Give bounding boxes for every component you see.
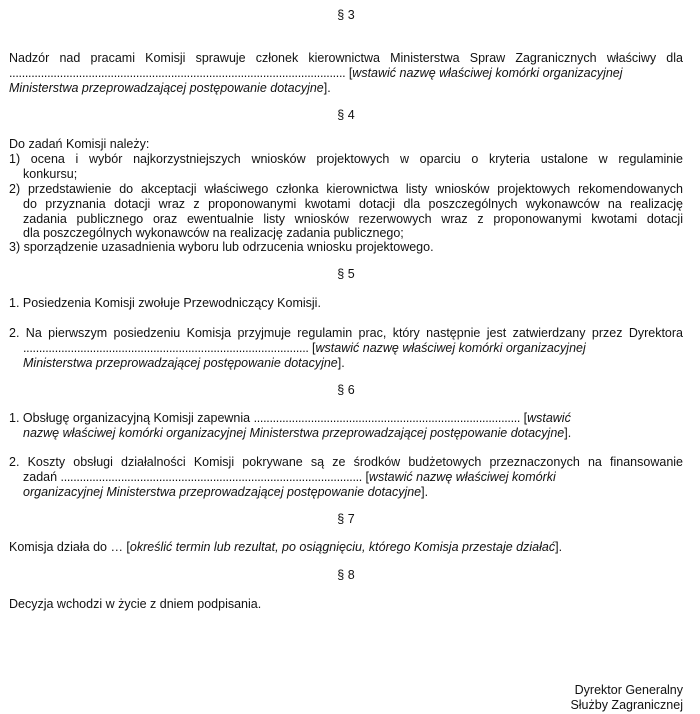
p7-text — [9, 540, 683, 555]
p6-item-2b — [23, 470, 683, 485]
p8-text: Decyzja wchodzi w życie z dniem podpisania. — [9, 597, 262, 611]
p3-instruction: wstawić nazwę właściwej komórki organizacyjnej — [352, 66, 623, 80]
p6-item-2-dots: ............................................................................................... — [60, 470, 362, 484]
p6-item-2-instruction: wstawić nazwę właściwej komórki — [368, 470, 556, 484]
p5-bracket-open: [ — [308, 341, 316, 355]
p4-item-2a: 2) przedstawienie do akceptacji właściwego członka kierownictwa listy wniosków projektowych rekomendowanych — [9, 182, 683, 196]
p5-instruction: wstawić nazwę właściwej komórki organizacyjnej — [315, 341, 586, 355]
p5-bracket-close: ]. — [337, 356, 345, 370]
p3-line-2 — [9, 66, 683, 81]
p3-line-1: Nadzór nad pracami Komisji sprawuje członek kierownictwa Ministerstwa Spraw Zagranicznych właściwy dla — [9, 51, 683, 65]
p3-line-3 — [9, 81, 683, 96]
p3-bracket-open: [ — [345, 66, 353, 80]
p6-item-1-bracket-open: [ — [520, 411, 528, 425]
signature-title-line-1: Dyrektor Generalny — [574, 683, 683, 697]
p3-bracket-close: ]. — [323, 81, 331, 95]
p5-item-2a: 2. Na pierwszym posiedzeniu Komisja przyjmuje regulamin prac, który następnie jest zatwierdzany przez Dyrektora — [9, 326, 683, 340]
p4-item-3: 3) sporządzenie uzasadnienia wyboru lub odrzucenia wniosku projektowego. — [9, 240, 434, 254]
p5-instruction-cont: Ministerstwa przeprowadzającej postępowanie dotacyjne — [23, 356, 338, 370]
section-6-heading: § 6 — [337, 383, 355, 397]
p6-item-1-text: 1. Obsługę organizacyjną Komisji zapewnia — [9, 411, 254, 425]
p4-item-2d: dla poszczególnych wykonawców na realizację zadania publicznego; — [23, 226, 404, 240]
p3-placeholder-dots: .......................................................................................................... — [9, 66, 346, 80]
section-8-heading: § 8 — [337, 568, 355, 582]
section-4-heading: § 4 — [337, 108, 355, 122]
signature-title-line-2: Służby Zagranicznej — [570, 698, 683, 712]
p6-item-1-bracket-close: ]. — [564, 426, 572, 440]
p6-item-1b — [23, 426, 683, 441]
p6-item-2-bracket-open: [ — [361, 470, 369, 484]
p5-item-1: 1. Posiedzenia Komisji zwołuje Przewodniczący Komisji. — [9, 296, 321, 310]
p6-item-2c — [23, 485, 683, 500]
p5-item-2b — [23, 341, 683, 356]
p4-intro: Do zadań Komisji należy: — [9, 137, 150, 151]
p3-instruction-cont: Ministerstwa przeprowadzającej postępowanie dotacyjne — [9, 81, 324, 95]
p6-item-2-instruction-cont: organizacyjnej Ministerstwa przeprowadzającej postępowanie dotacyjne — [23, 485, 422, 499]
section-3-heading: § 3 — [337, 8, 355, 22]
p6-item-1-dots: .................................................................................... — [253, 411, 521, 425]
p6-item-1-instruction-cont: nazwę właściwej komórki organizacyjnej Ministerstwa przeprowadzającej postępowanie dotacyjne — [23, 426, 565, 440]
p4-item-2c: zadania publicznego oraz ewentualnie listy wniosków rezerwowych wraz z proponowanymi kwotami dotacji — [23, 212, 683, 226]
p7-instruction: określić termin lub rezultat, po osiągnięciu, którego Komisja przestaje działać — [129, 540, 556, 554]
p6-item-2a: 2. Koszty obsługi działalności Komisji pokrywane są ze środków budżetowych przeznaczonych na finansowanie — [9, 455, 683, 469]
p6-item-1a — [9, 411, 683, 426]
p4-item-1b: konkursu; — [23, 167, 78, 181]
section-7-heading: § 7 — [337, 512, 355, 526]
p4-item-2b: do przyznania dotacji wraz z proponowanymi kwotami dotacji dla poszczególnych wykonawców na realizację — [23, 197, 683, 211]
p6-item-2-text: zadań — [23, 470, 61, 484]
p7-bracket-close: ]. — [555, 540, 563, 554]
p6-item-2-bracket-close: ]. — [421, 485, 429, 499]
p5-item-2c — [23, 356, 683, 371]
p7-lead: Komisja działa do … [ — [9, 540, 130, 554]
section-5-heading: § 5 — [337, 267, 355, 281]
p5-placeholder-dots: .......................................................................................... — [23, 341, 309, 355]
p6-item-1-instruction: wstawić — [527, 411, 571, 425]
p4-item-1a: 1) ocena i wybór najkorzystniejszych wniosków projektowych w oparciu o kryteria ustalone w regulaminie — [9, 152, 683, 166]
